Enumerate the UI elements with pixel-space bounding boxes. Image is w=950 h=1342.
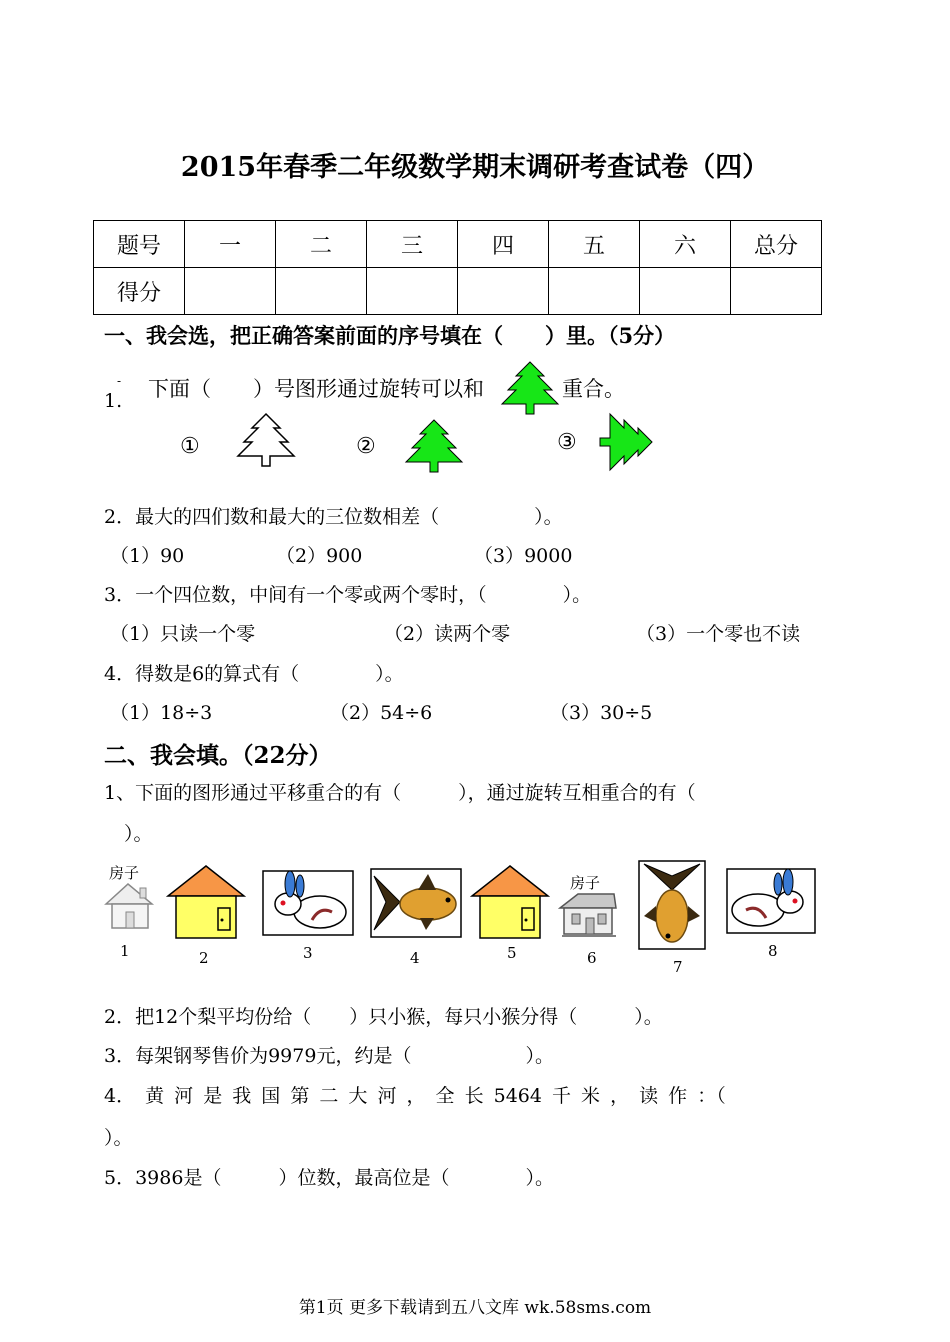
gray-house-icon [102,880,158,932]
score-cell[interactable] [640,268,731,315]
section2-heading: 二、我会填。（22分） [104,742,332,769]
figure-number: 8 [768,942,778,960]
s1-q3-text: 3．一个四位数，中间有一个零或两个零时，（ ）。 [104,584,592,606]
figure-number: 4 [410,949,420,967]
s1-q1-mark: - [117,374,122,388]
figure-number: 1 [120,942,130,960]
s2-q1-line1: 1、下面的图形通过平移重合的有（ ），通过旋转互相重合的有（ [104,782,696,804]
score-header-cell: 四 [458,221,549,268]
score-header-cell: 总分 [731,221,822,268]
rabbit-facing-left-icon [262,870,354,936]
score-cell[interactable] [458,268,549,315]
s1-q4-option: （3）30÷5 [550,702,653,724]
score-cell[interactable] [185,268,276,315]
figure-number: 7 [673,958,683,976]
section1-heading: 一、我会选，把正确答案前面的序号填在（ ）里。（5分） [104,323,676,348]
score-table-score-row [94,268,822,315]
s1-q1-text-b: 重合。 [562,377,625,401]
s1-q2-option: （2）900 [276,545,363,567]
s2-q4-line1: 4． 黄 河 是 我 国 第 二 大 河 ， 全 长 5464 千 米 ， 读 作 ：（ [104,1085,726,1107]
score-header-cell: 题号 [94,221,185,268]
rabbit-facing-right-icon [726,868,816,934]
score-table-header-row [94,221,822,268]
s1-q2-text: 2．最大的四们数和最大的三位数相差（ ）。 [104,506,563,528]
s1-q2-option: （1）90 [110,545,185,567]
orange-roof-house-icon [166,864,246,940]
s1-q1-number: 1. [104,390,123,412]
score-header-cell: 一 [185,221,276,268]
page-title: 2015年春季二年级数学期末调研考查试卷（四） [180,152,770,183]
s1-q1-text-a: 下面（ ）号图形通过旋转可以和 [148,377,484,401]
s1-q1-option-label: ② [356,434,376,459]
score-cell[interactable] [549,268,640,315]
figure-number: 5 [507,944,517,962]
score-header-cell: 六 [640,221,731,268]
score-cell[interactable] [731,268,822,315]
s1-q1-option-label: ① [180,434,200,459]
score-header-cell: 二 [276,221,367,268]
s1-q3-option: （3）一个零也不读 [636,623,801,645]
score-cell[interactable] [276,268,367,315]
s1-q4-option: （2）54÷6 [330,702,433,724]
s2-q3-text: 3．每架钢琴售价为9979元，约是（ ）。 [104,1045,554,1067]
s2-q4-line2: ）。 [104,1127,133,1149]
score-header-cell: 三 [367,221,458,268]
rotated-green-tree-icon [596,410,656,474]
s2-q2-text: 2．把12个梨平均份给（ ）只小猴，每只小猴分得（ ）。 [104,1006,663,1028]
green-tree-target-icon [500,360,560,416]
s1-q2-option: （3）9000 [474,545,573,567]
page-footer: 第1页 更多下载请到五八文库 wk.58sms.com [298,1298,652,1318]
score-table [93,220,822,315]
goldfish-vertical-icon [638,860,706,950]
s2-q1-line2: ）。 [124,823,153,845]
figure-number: 6 [587,949,597,967]
figure-caption: 房子 [109,864,140,882]
s1-q1-option-label: ③ [557,430,577,455]
figure-number: 2 [199,949,209,967]
orange-roof-house-icon [470,864,550,940]
score-row-label: 得分 [94,268,185,315]
s1-q4-text: 4．得数是6的算式有（ ）。 [104,663,404,685]
gray-house-icon [558,890,618,940]
green-tree-icon [402,418,466,474]
score-cell[interactable] [367,268,458,315]
s1-q4-option: （1）18÷3 [110,702,213,724]
outline-tree-icon [234,412,298,468]
score-header-cell: 五 [549,221,640,268]
s1-q3-option: （2）读两个零 [384,623,511,645]
figure-number: 3 [303,944,313,962]
s2-q5-text: 5．3986是（ ）位数，最高位是（ ）。 [104,1167,554,1189]
s1-q3-option: （1）只读一个零 [110,623,256,645]
goldfish-horizontal-icon [370,868,462,938]
figure-caption: 房子 [570,874,601,892]
